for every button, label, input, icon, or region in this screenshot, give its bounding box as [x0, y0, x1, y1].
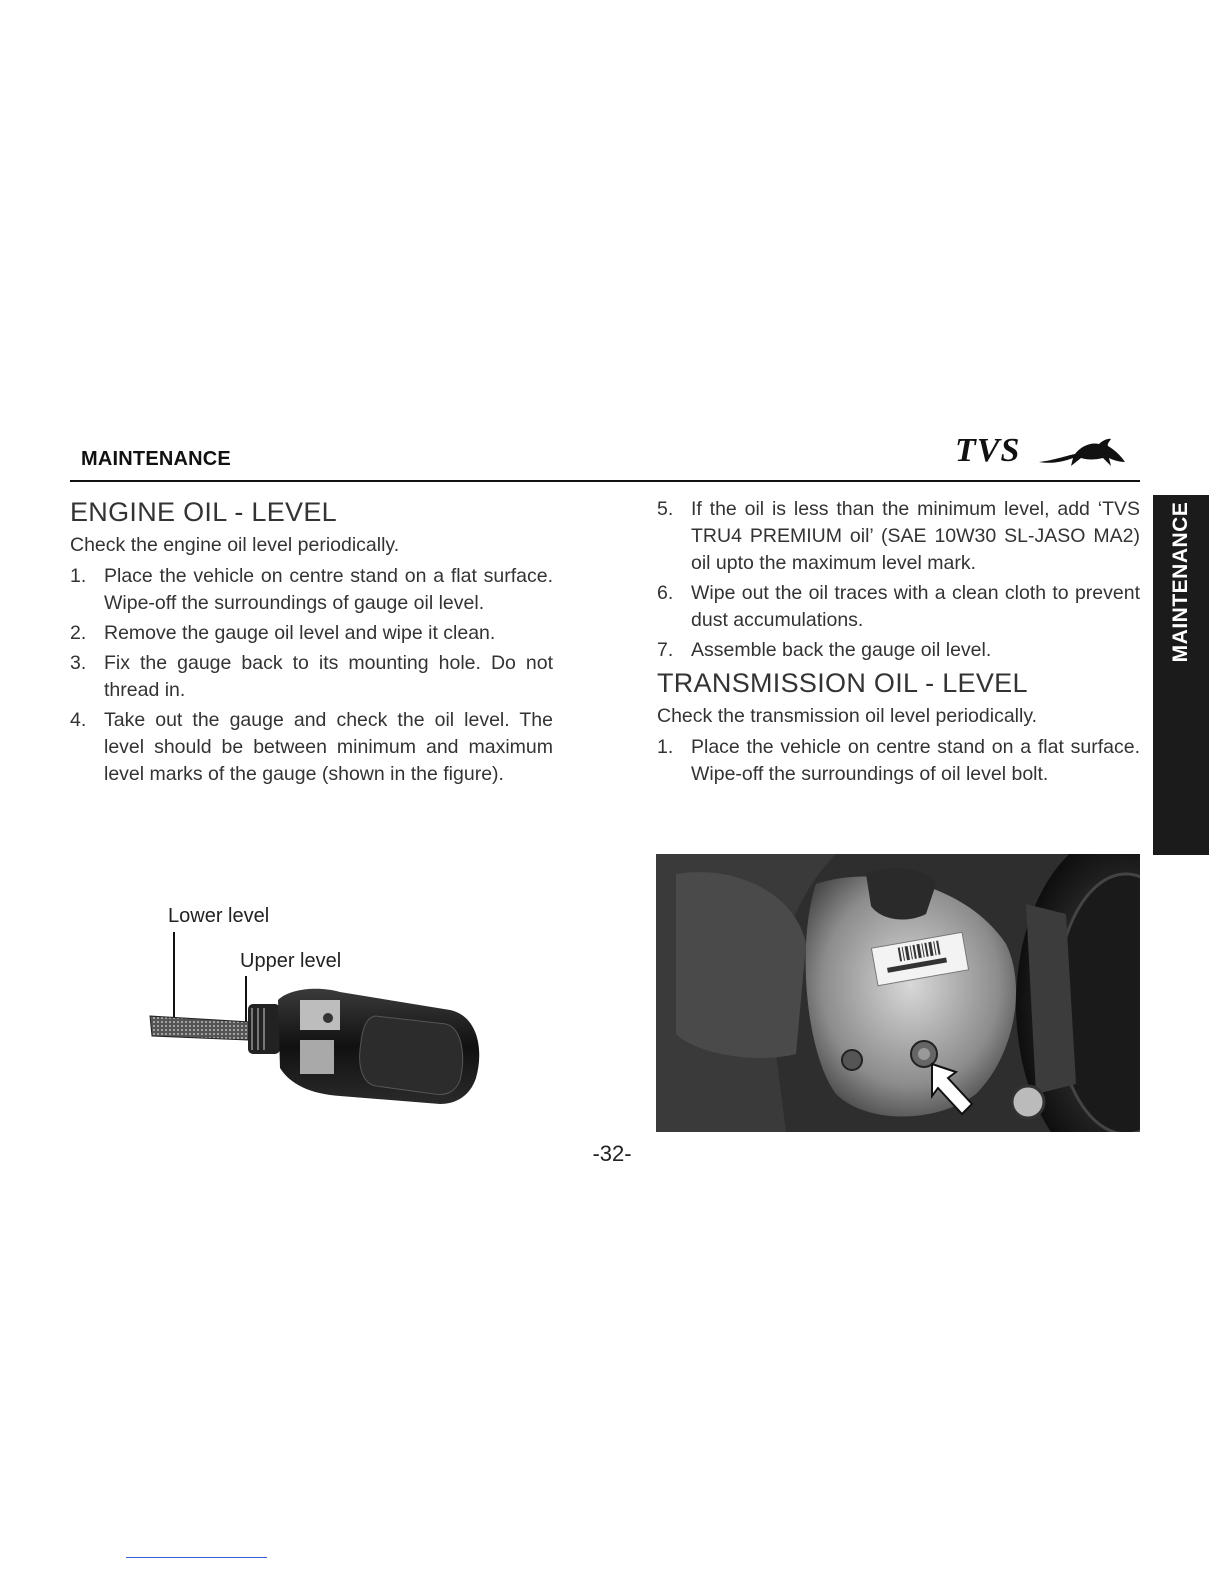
step-text: Place the vehicle on centre stand on a flat surface. Wipe-off the surroundings of gauge oil level. — [104, 565, 553, 614]
engine-oil-steps — [70, 563, 553, 788]
step-number: 3. — [70, 652, 87, 674]
lower-level-label: Lower level — [168, 905, 270, 927]
upper-level-label: Upper level — [240, 950, 342, 972]
horse-logo-icon — [1037, 436, 1129, 472]
transmission-oil-steps — [657, 734, 1140, 788]
step-text: Assemble back the gauge oil level. — [691, 639, 992, 661]
step-number: 6. — [657, 582, 674, 604]
step-text: Fix the gauge back to its mounting hole. Do not thread in. — [104, 652, 553, 701]
list-item — [70, 707, 553, 788]
logo-wordmark: TVS — [955, 432, 1021, 469]
engine-oil-steps-continued — [657, 496, 1140, 664]
list-item — [70, 620, 553, 647]
page-number: -32- — [592, 1141, 632, 1166]
engine-oil-intro: Check the engine oil level periodically. — [70, 534, 400, 556]
step-text: Place the vehicle on centre stand on a flat surface. Wipe-off the surroundings of oil level bolt. — [691, 736, 1140, 785]
transmission-bolt-photo — [656, 854, 1140, 1132]
side-tab — [1153, 495, 1209, 855]
dipstick-illustration — [140, 900, 500, 1120]
step-text: Wipe out the oil traces with a clean cloth to prevent dust accumulations. — [691, 582, 1140, 631]
list-item — [657, 637, 1140, 664]
step-number: 7. — [657, 639, 674, 661]
section-header: MAINTENANCE — [81, 448, 231, 470]
side-tab-label: MAINTENANCE — [1169, 501, 1192, 663]
step-number: 5. — [657, 498, 674, 520]
header-rule — [70, 480, 1140, 482]
step-number: 1. — [657, 736, 674, 758]
list-item — [657, 734, 1140, 788]
left-column — [70, 496, 553, 791]
step-text: If the oil is less than the minimum level, add ‘TVS TRU4 PREMIUM oil’ (SAE 10W30 SL-JASO MA2) oil upto the maximum level mark. — [691, 498, 1140, 574]
list-item — [70, 650, 553, 704]
list-item — [70, 563, 553, 617]
engine-oil-title: ENGINE OIL - LEVEL — [70, 497, 337, 527]
footer-line — [126, 1557, 267, 1558]
tvs-logo — [955, 432, 1130, 476]
transmission-oil-title: TRANSMISSION OIL - LEVEL — [657, 668, 1028, 698]
dipstick-figure — [140, 900, 500, 1120]
list-item — [657, 580, 1140, 634]
step-number: 1. — [70, 565, 87, 587]
list-item — [657, 496, 1140, 577]
step-number: 4. — [70, 709, 87, 731]
engine-photo-illustration — [656, 854, 1140, 1132]
step-number: 2. — [70, 622, 87, 644]
transmission-oil-intro: Check the transmission oil level periodically. — [657, 705, 1038, 727]
step-text: Take out the gauge and check the oil level. The level should be between minimum and maximum level marks of the gauge (shown in the figure). — [104, 709, 553, 785]
right-column — [657, 496, 1140, 791]
step-text: Remove the gauge oil level and wipe it clean. — [104, 622, 496, 644]
